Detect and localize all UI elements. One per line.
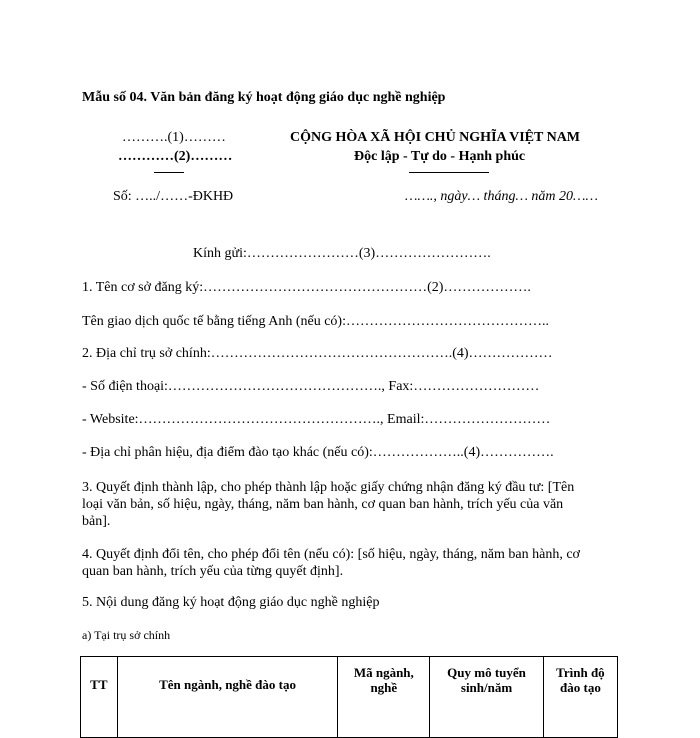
form-title: Mẫu số 04. Văn bản đăng ký hoạt động giáo dục nghề nghiệp bbox=[82, 90, 446, 105]
branch-address-field: - Địa chỉ phân hiệu, địa điểm đào tạo khác (nếu có):………………..(4)……………. bbox=[82, 445, 554, 460]
left-header-divider bbox=[154, 172, 184, 173]
international-name-field: Tên giao dịch quốc tế bằng tiếng Anh (nếu có):…………………………………….. bbox=[82, 314, 549, 329]
facility-name-field: 1. Tên cơ sở đăng ký:…………………………………………(2)………………. bbox=[82, 280, 531, 295]
subsection-a-heading: a) Tại trụ sở chính bbox=[82, 628, 171, 642]
national-title: CỘNG HÒA XÃ HỘI CHỦ NGHĨA VIỆT NAM bbox=[290, 130, 581, 145]
section-3-line: bản]. bbox=[82, 514, 111, 529]
section-4-line: 4. Quyết định đổi tên, cho phép đổi tên (nếu có): [số hiệu, ngày, tháng, năm ban hành, cơ bbox=[82, 547, 580, 562]
address-field: 2. Địa chỉ trụ sở chính:…………………………………………….(4)……………… bbox=[82, 346, 553, 361]
table-header-row bbox=[81, 657, 618, 738]
agency-line-1: ……….(1)……… bbox=[122, 130, 226, 145]
col-header-occupation-name: Tên ngành, nghề đào tạo bbox=[117, 657, 338, 738]
col-header-training-level: Trình độ đào tạo bbox=[543, 657, 617, 738]
phone-fax-field: - Số điện thoại:………………………………………., Fax:……………………… bbox=[82, 379, 540, 394]
agency-line-2: …………(2)……… bbox=[118, 149, 233, 164]
national-motto: Độc lập - Tự do - Hạnh phúc bbox=[354, 149, 526, 164]
section-3-line: 3. Quyết định thành lập, cho phép thành lập hoặc giấy chứng nhận đăng ký đầu tư: [Tên bbox=[82, 480, 575, 495]
right-header-divider bbox=[409, 172, 489, 173]
section-4-line: quan ban hành, trích yếu của từng quyết định]. bbox=[82, 564, 344, 579]
section-5-heading: 5. Nội dung đăng ký hoạt động giáo dục nghề nghiệp bbox=[82, 595, 380, 610]
col-header-index: TT bbox=[81, 657, 118, 738]
issue-date: ……., ngày… tháng… năm 20…… bbox=[405, 189, 598, 204]
col-header-occupation-code: Mã ngành, nghề bbox=[338, 657, 430, 738]
recipient-line: Kính gửi:……………………(3)……………………. bbox=[193, 246, 491, 261]
website-email-field: - Website:……………………………………………., Email:……………………… bbox=[82, 412, 551, 427]
document-number: Số: …../……-ĐKHĐ bbox=[113, 189, 234, 204]
col-header-enrollment-scale: Quy mô tuyển sinh/năm bbox=[430, 657, 544, 738]
section-3-line: loại văn bản, số hiệu, ngày, tháng, năm ban hành, cơ quan ban hành, trích yếu của văn bbox=[82, 497, 564, 512]
training-table bbox=[80, 656, 618, 738]
